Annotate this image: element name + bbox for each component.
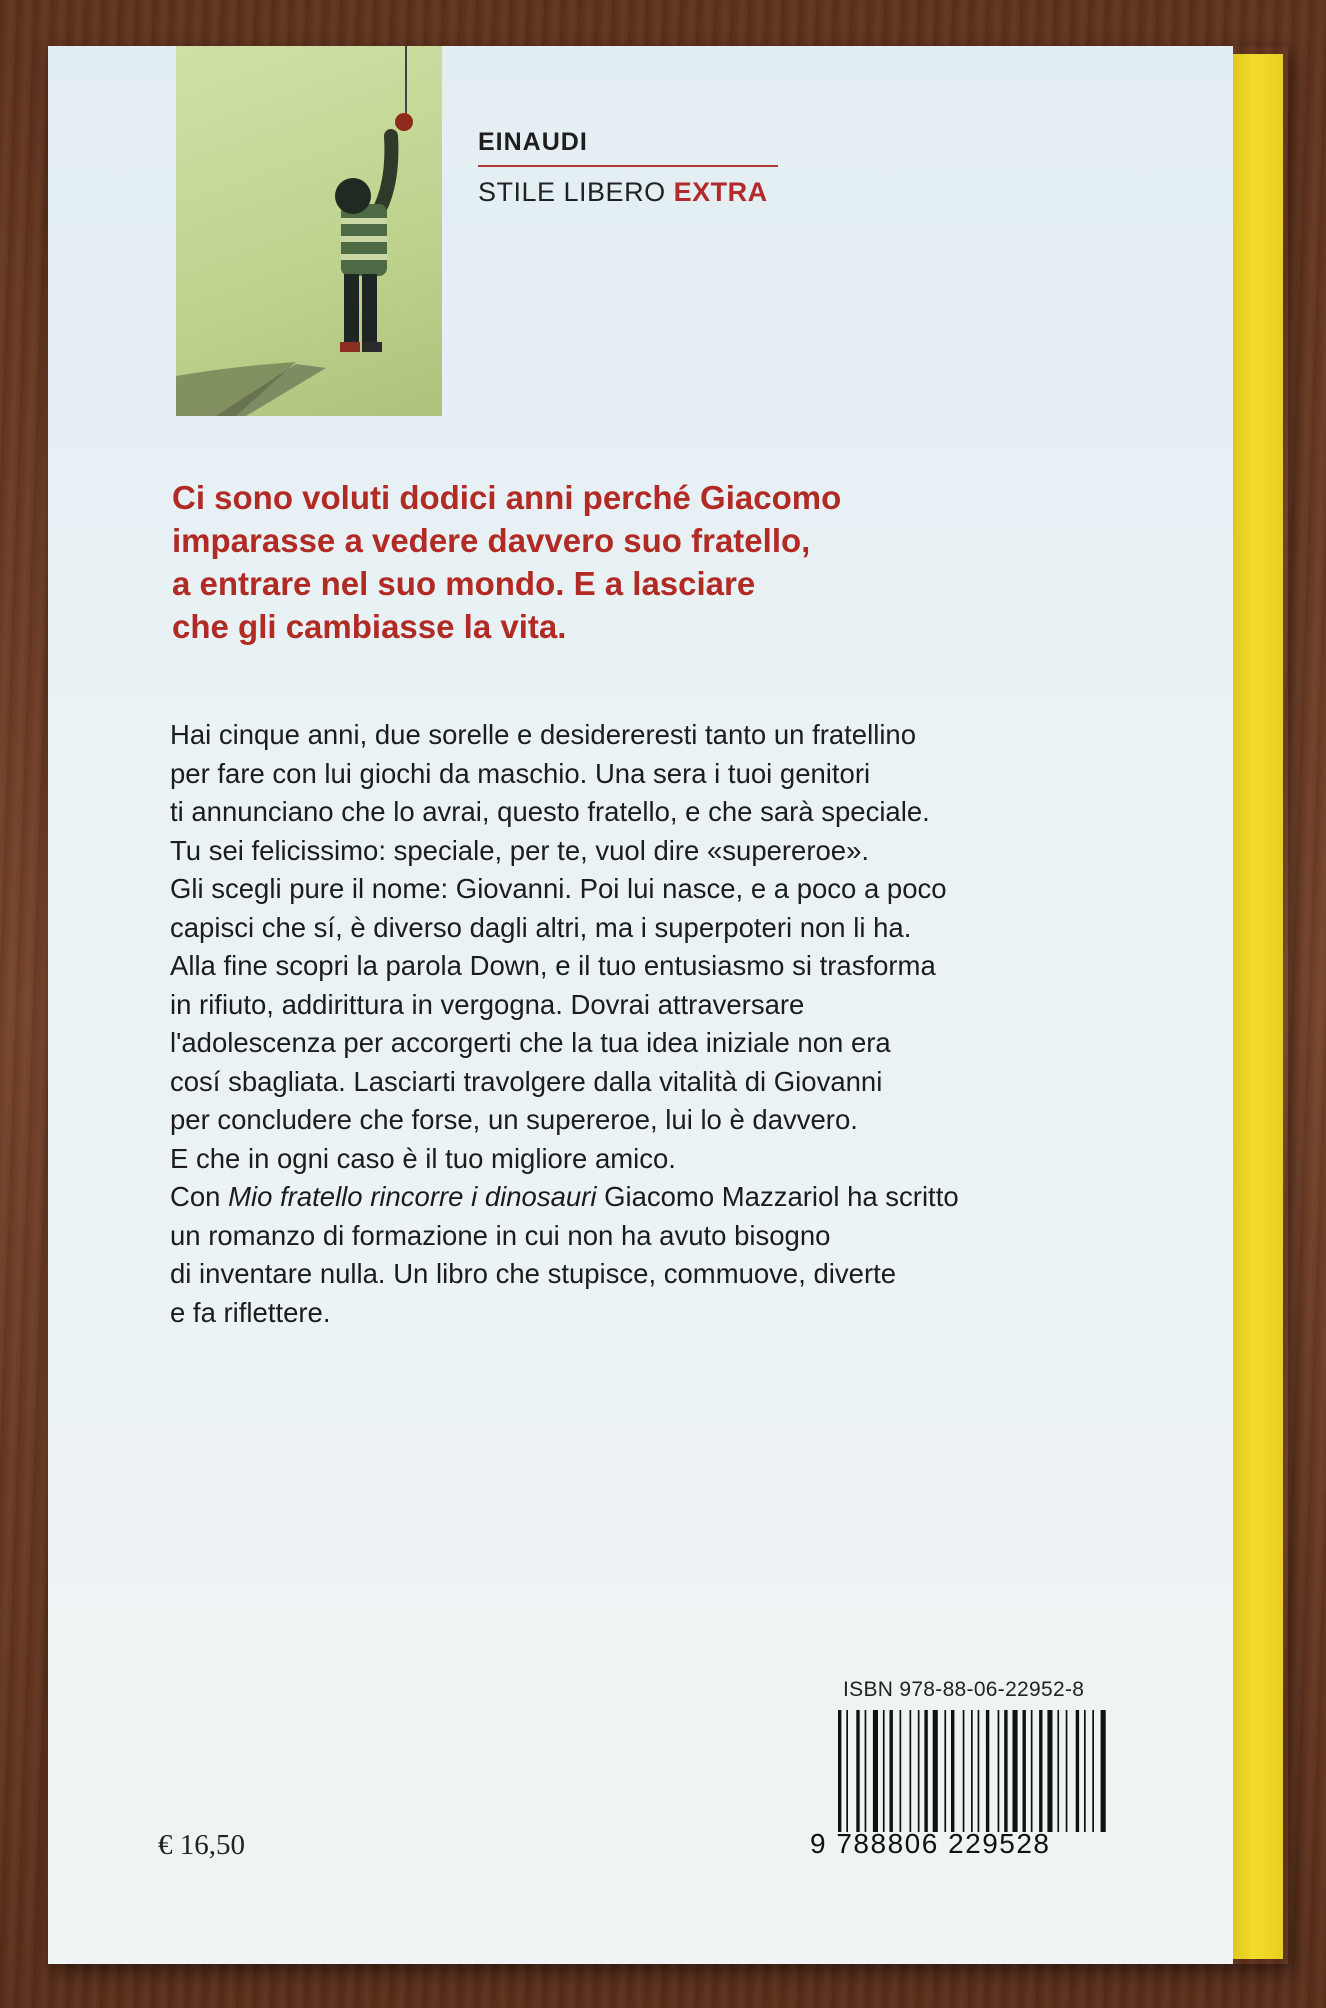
blurb-headline: Ci sono voluti dodici anni perché Giacomo imparasse a vedere davvero suo fratello, a entrare nel suo mondo. E a lasciare che gli cambiasse la vita. (172, 479, 842, 645)
synopsis-line: capisci che sí, è diverso dagli altri, ma i superpoteri non li ha. (170, 911, 912, 943)
synopsis-line: E che in ogni caso è il tuo migliore amico. (170, 1142, 676, 1174)
yellow-spine-edge (1233, 54, 1283, 1959)
series-main: STILE LIBERO (478, 177, 666, 207)
synopsis-line: Hai cinque anni, due sorelle e desidereresti tanto un fratellino (170, 719, 917, 750)
boy-reaching-for-apple-illustration (176, 46, 442, 416)
synopsis-line: cosí sbagliata. Lasciarti travolgere dalla vitalità di Giovanni (170, 1065, 883, 1097)
publisher-block (478, 128, 778, 208)
book-title: Mio fratello rincorre i dinosauri (228, 1181, 597, 1212)
synopsis-line: in rifiuto, addirittura in vergogna. Dovrai attraversare (170, 988, 805, 1020)
synopsis-line: per concludere che forse, un supereroe, lui lo è davvero. (170, 1104, 858, 1135)
synopsis-line: Alla fine scopri la parola Down, e il tuo entusiasmo si trasforma (170, 950, 936, 981)
synopsis-line: Tu sei felicissimo: speciale, per te, vuol dire «supereroe». (170, 834, 870, 866)
barcode (836, 1710, 1166, 1832)
cover-panel (48, 46, 1233, 1964)
synopsis-line: un romanzo di formazione in cui non ha avuto bisogno (170, 1219, 831, 1251)
synopsis-line: di inventare nulla. Un libro che stupisce, commuove, diverte (170, 1258, 897, 1289)
synopsis-line: l'adolescenza per accorgerti che la tua idea iniziale non era (170, 1027, 891, 1058)
synopsis-line: e fa riflettere. (170, 1296, 331, 1328)
book-back-cover (48, 46, 1288, 1964)
synopsis-title-line (170, 1178, 1190, 1217)
synopsis-line: Gli scegli pure il nome: Giovanni. Poi lui nasce, e a poco a poco (170, 873, 947, 904)
publisher-name: EINAUDI (478, 128, 588, 156)
synopsis (170, 716, 1190, 1332)
publisher-rule (478, 165, 778, 167)
isbn-label: ISBN 978-88-06-22952-8 (843, 1678, 1085, 1701)
synopsis-line: ti annunciano che lo avrai, questo fratello, e che sarà speciale. (170, 796, 930, 827)
barcode-digits: 9 788806 229528 (810, 1828, 1051, 1859)
title-prefix: Con (170, 1181, 229, 1212)
synopsis-line: per fare con lui giochi da maschio. Una sera i tuoi genitori (170, 757, 871, 789)
series-name (478, 177, 778, 208)
series-accent: EXTRA (673, 177, 768, 207)
title-suffix: Giacomo Mazzariol ha scritto (596, 1181, 959, 1212)
price: € 16,50 (158, 1829, 245, 1861)
